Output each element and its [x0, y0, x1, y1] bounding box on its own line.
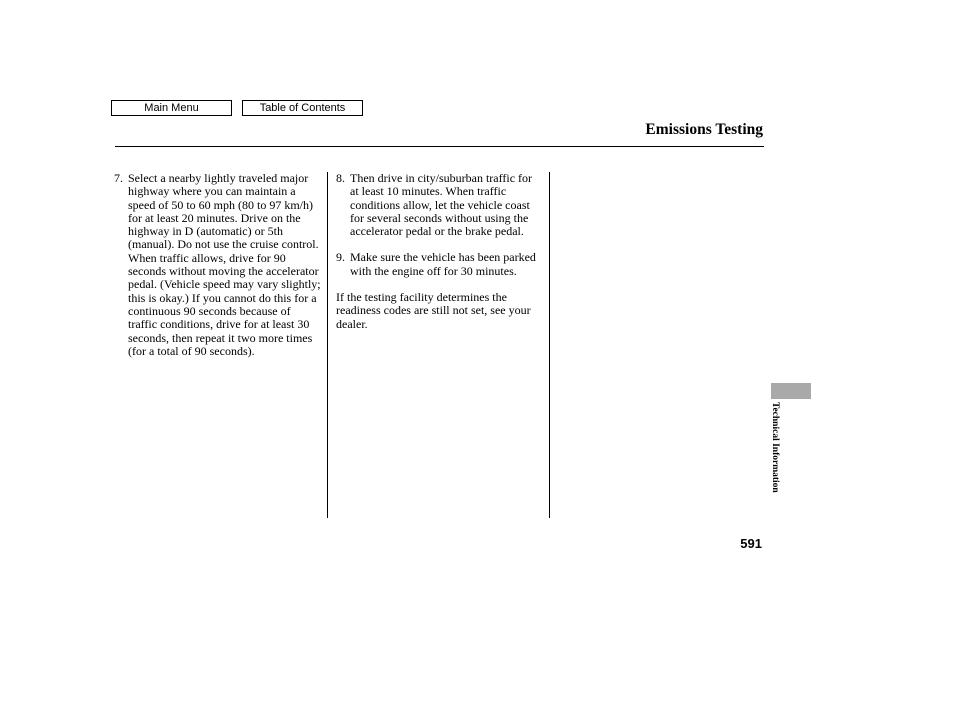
main-menu-button[interactable]: Main Menu — [111, 100, 232, 116]
left-column — [114, 172, 322, 371]
step-8 — [336, 172, 540, 238]
step-text: Then drive in city/suburban traffic for at least 10 minutes. When traffic conditions allow, let the vehicle coast for several seconds without using the accelerator pedal or the brake pedal. — [350, 171, 533, 239]
step-number: 9. — [336, 250, 345, 265]
header-divider — [115, 146, 764, 147]
step-text: Make sure the vehicle has been parked with the engine off for 30 minutes. — [350, 250, 536, 278]
step-number: 7. — [114, 171, 123, 185]
page-number: 591 — [740, 536, 762, 551]
step-7 — [114, 172, 322, 358]
closing-paragraph: If the testing facility determines the readiness codes are still not set, see your dealer. — [336, 290, 531, 331]
section-tab-label: Technical Information — [770, 402, 780, 493]
column-divider — [327, 172, 328, 518]
step-number: 8. — [336, 171, 345, 185]
step-text: Select a nearby lightly traveled major highway where you can maintain a speed of 50 to 60 mph (80 to 97 km/h) for at least 20 minutes. Drive on the highway in D (automatic) or 5th (manual). Do not use the cruise control. When traffic allows, drive for 90 seconds without moving the accelerator pedal. (Vehicle speed may vary slightly; this is okay.) If you cannot do this for a continuous 90 seconds because of traffic conditions, drive for at least 30 seconds, then repeat it two more times (for a total of 90 seconds). — [128, 171, 321, 358]
page-title: Emissions Testing — [645, 121, 763, 138]
column-divider — [549, 172, 550, 518]
middle-column — [336, 172, 540, 331]
step-9 — [336, 251, 540, 278]
table-of-contents-button[interactable]: Table of Contents — [242, 100, 363, 116]
section-tab-marker — [771, 383, 811, 399]
